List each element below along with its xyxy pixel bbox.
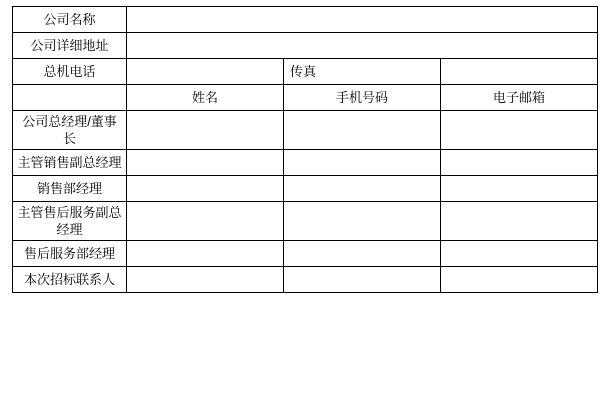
input-aftersales-manager-mobile[interactable] bbox=[284, 241, 441, 267]
row-label-switchboard-phone: 总机电话 bbox=[13, 59, 127, 85]
input-general-manager-mobile[interactable] bbox=[284, 111, 441, 150]
row-bid-contact bbox=[13, 267, 598, 293]
company-info-table bbox=[12, 6, 598, 293]
row-general-manager bbox=[13, 111, 598, 150]
input-general-manager-email[interactable] bbox=[441, 111, 598, 150]
form-sheet bbox=[12, 6, 598, 293]
row-label-sales-manager: 销售部经理 bbox=[13, 176, 127, 202]
row-switchboard-phone bbox=[13, 59, 598, 85]
input-sales-vp-name[interactable] bbox=[127, 150, 284, 176]
input-bid-contact-mobile[interactable] bbox=[284, 267, 441, 293]
input-aftersales-vp-name[interactable] bbox=[127, 202, 284, 241]
input-sales-manager-name[interactable] bbox=[127, 176, 284, 202]
row-label-general-manager: 公司总经理/董事长 bbox=[13, 111, 127, 150]
input-aftersales-vp-email[interactable] bbox=[441, 202, 598, 241]
header-blank bbox=[13, 85, 127, 111]
row-aftersales-vp bbox=[13, 202, 598, 241]
header-name: 姓名 bbox=[127, 85, 284, 111]
row-sales-vp bbox=[13, 150, 598, 176]
row-label-company-name: 公司名称 bbox=[13, 7, 127, 33]
input-general-manager-name[interactable] bbox=[127, 111, 284, 150]
row-aftersales-manager bbox=[13, 241, 598, 267]
input-bid-contact-email[interactable] bbox=[441, 267, 598, 293]
input-company-name[interactable] bbox=[127, 7, 598, 33]
input-bid-contact-name[interactable] bbox=[127, 267, 284, 293]
input-sales-vp-mobile[interactable] bbox=[284, 150, 441, 176]
row-column-headers bbox=[13, 85, 598, 111]
input-company-address[interactable] bbox=[127, 33, 598, 59]
row-sales-manager bbox=[13, 176, 598, 202]
header-mobile: 手机号码 bbox=[284, 85, 441, 111]
row-company-name bbox=[13, 7, 598, 33]
row-label-aftersales-manager: 售后服务部经理 bbox=[13, 241, 127, 267]
input-aftersales-manager-name[interactable] bbox=[127, 241, 284, 267]
input-aftersales-vp-mobile[interactable] bbox=[284, 202, 441, 241]
row-company-address bbox=[13, 33, 598, 59]
input-switchboard-phone[interactable] bbox=[127, 59, 284, 85]
input-fax[interactable] bbox=[441, 59, 598, 85]
label-fax: 传真 bbox=[284, 59, 441, 85]
header-email: 电子邮箱 bbox=[441, 85, 598, 111]
input-sales-manager-mobile[interactable] bbox=[284, 176, 441, 202]
input-sales-vp-email[interactable] bbox=[441, 150, 598, 176]
input-sales-manager-email[interactable] bbox=[441, 176, 598, 202]
row-label-company-address: 公司详细地址 bbox=[13, 33, 127, 59]
input-aftersales-manager-email[interactable] bbox=[441, 241, 598, 267]
row-label-sales-vp: 主管销售副总经理 bbox=[13, 150, 127, 176]
row-label-aftersales-vp: 主管售后服务副总经理 bbox=[13, 202, 127, 241]
row-label-bid-contact: 本次招标联系人 bbox=[13, 267, 127, 293]
